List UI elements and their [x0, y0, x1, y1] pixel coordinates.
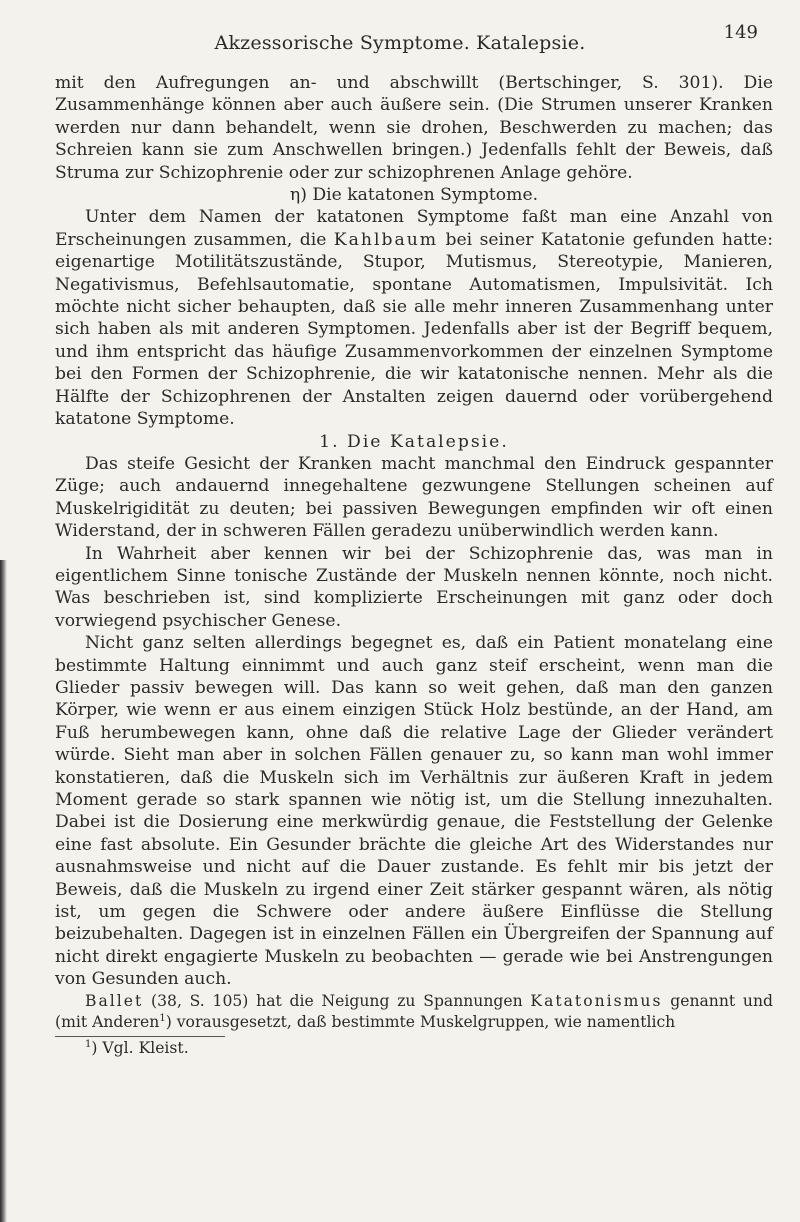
- paragraph-gesicht: Das steife Gesicht der Kranken macht manchmal den Eindruck gespannter Züge; auch andauernd innegehaltene gezwungene Stellungen scheinen auf Muskelrigidität zu deuten; bei passiven Bewegungen empfinden wir oft einen Widerstand, der in schweren Fällen geradezu unüberwindlich werden kann.: [55, 453, 773, 542]
- subheading-katalepsie: 1. Die Katalepsie.: [319, 431, 509, 452]
- section-heading: η) Die katatonen Symptome.: [289, 185, 539, 206]
- running-head: Akzessorische Symptome. Katalepsie.: [214, 32, 586, 54]
- term-katatonismus: Katatonismus: [530, 991, 663, 1010]
- text-fragment: (38, S. 105) hat die Neigung zu Spannungen: [143, 991, 531, 1010]
- author-name-ballet: Ballet: [85, 991, 144, 1010]
- text-fragment: genannt und (mit Anderen: [55, 991, 773, 1031]
- author-name-kahlbaum: Kahlbaum: [333, 229, 439, 250]
- page-number: 149: [723, 22, 758, 43]
- footnote-mark: 1: [85, 1038, 92, 1050]
- footnote: $^1$) Vgl. Kleist.: [85, 1038, 189, 1057]
- paragraph-ballet: [55, 991, 773, 1033]
- body-text: [55, 72, 773, 1058]
- paragraph-struma: mit den Aufregungen an- und abschwillt (Bertschinger, S. 301). Die Zusammenhänge können aber auch äußere sein. (Die Strumen unserer Kranken werden nur dann behandelt, wenn sie drohen, Beschwerden zu machen; das Schreien kann sie zum Anschwellen bringen.) Jedenfalls fehlt der Beweis, daß Struma zur Schizophrenie oder zur schizophrenen Anlage gehöre.: [55, 73, 773, 183]
- paragraph-katatone-symptome: [55, 206, 773, 430]
- paragraph-wahrheit: In Wahrheit aber kennen wir bei der Schizophrenie das, was man in eigentlichem Sinne tonische Zustände der Muskeln nennen könnte, noch nicht. Was beschrieben ist, sind komplizierte Erscheinungen mit ganz oder doch vorwiegend psychischer Genese.: [55, 543, 773, 631]
- footnote-rule: [55, 1036, 225, 1037]
- text-fragment: bei seiner Katatonie gefunden hatte: eigenartige Motilitätszustände, Stupor, Mutismus, Stereotypie, Manieren, Negativismus, Befehlsautomatie, spontane Automatismen, Impulsivität. Ich möchte nicht sicher behaupten, daß sie alle mehr inneren Zusammenhang unter sich haben als mit anderen Symptomen. Jedenfalls aber ist der Begriff bequem, und ihm entspricht das häufige Zusammenvorkommen der einzelnen Symptome bei den Formen der Schizophrenie, die wir katatonische nennen. Mehr als die Hälfte der Schizophrenen der Anstalten zeigen dauernd oder vorübergehend katatone Symptome.: [55, 229, 773, 430]
- page-header: [0, 22, 800, 62]
- page-edge-shadow: [0, 560, 7, 1222]
- footnote-text: Vgl. Kleist.: [102, 1038, 189, 1057]
- footnote-reference: 1: [159, 1012, 166, 1024]
- paragraph-haltung: Nicht ganz selten allerdings begegnet es, daß ein Patient monatelang eine bestimmte Haltung einnimmt und auch ganz steif erscheint, wenn man die Glieder passiv bewegen will. Das kann so weit gehen, daß man den ganzen Körper, wie wenn er aus einem einzigen Stück Holz bestünde, an der Hand, am Fuß herumbewegen kann, ohne daß die relative Lage der Glieder verändert würde. Sieht man aber in solchen Fällen genauer zu, so kann man wohl immer konstatieren, daß die Muskeln sich im Verhältnis zur äußeren Kraft in jedem Moment gerade so stark spannen wie nötig ist, um die Stellung innezuhalten. Dabei ist die Dosierung eine merkwürdig genaue, die Feststellung der Gelenke eine fast absolute. Ein Gesunder brächte die gleiche Art des Widerstandes nur ausnahmsweise und nicht auf die Dauer zustande. Es fehlt mir bis jetzt der Beweis, daß die Muskeln zu irgend einer Zeit stärker gespannt wären, als nötig ist, um gegen die Schwere oder andere äußere Einflüsse die Stellung beizubehalten. Dagegen ist in einzelnen Fällen ein Übergreifen der Spannung auf nicht direkt engagierte Muskeln zu beobachten — gerade wie bei Anstrengungen von Gesunden auch.: [55, 633, 773, 990]
- text-fragment: Unter dem Namen der katatonen Symptome faßt man eine Anzahl von Erscheinungen zusammen, die: [55, 207, 773, 250]
- text-fragment: ) vorausgesetzt, daß bestimmte Muskelgruppen, wie namentlich: [165, 1012, 676, 1031]
